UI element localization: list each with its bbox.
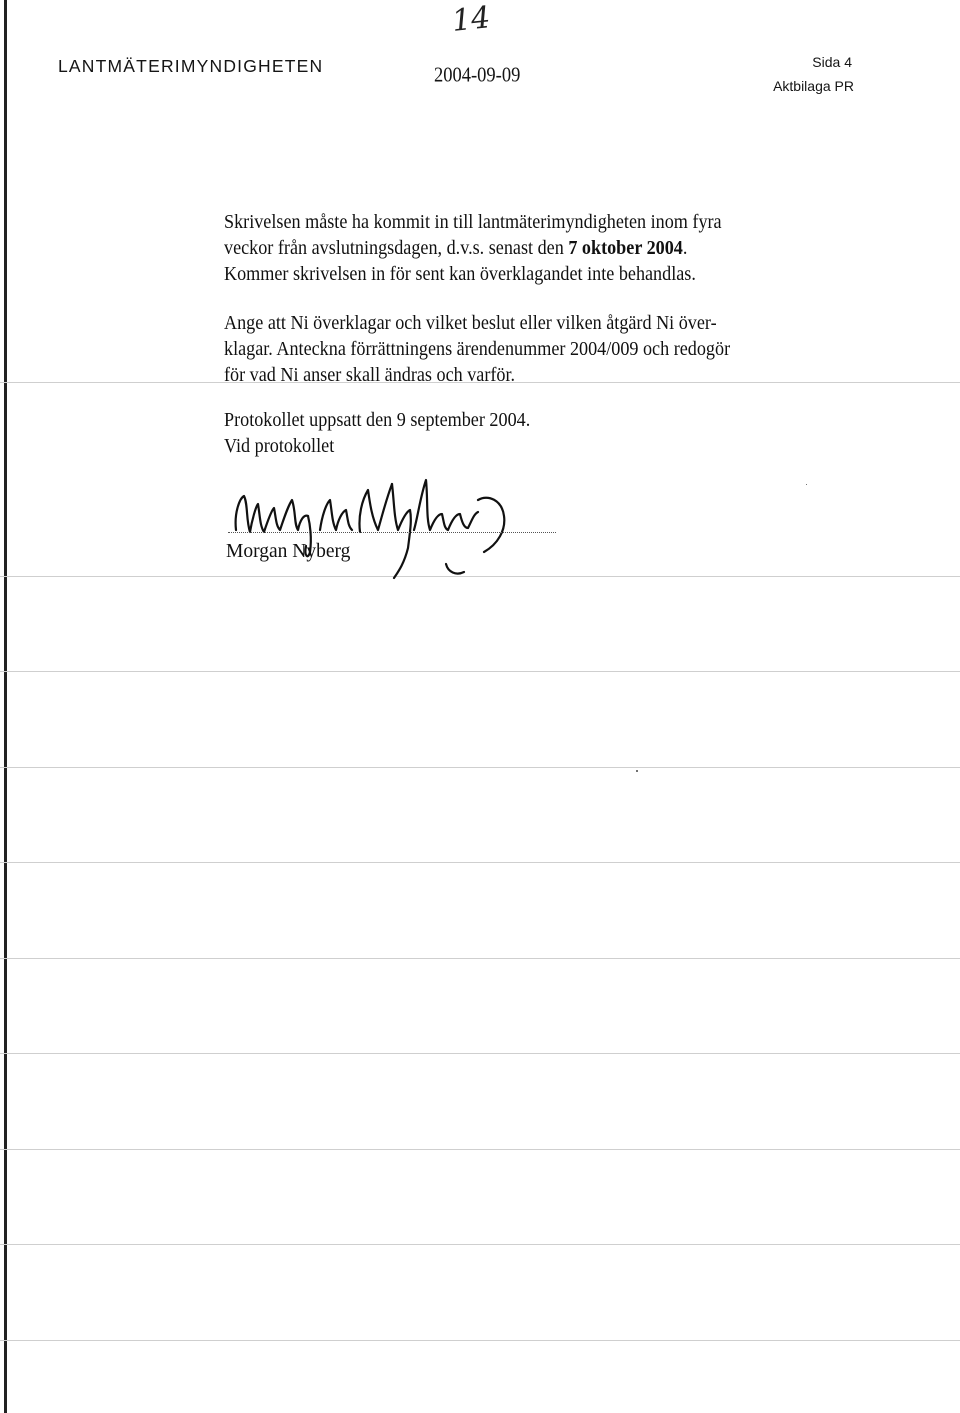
appeal-deadline-paragraph	[224, 210, 722, 288]
signature-line	[228, 532, 556, 533]
attachment-label: Aktbilaga PR	[773, 78, 854, 94]
ruled-line	[0, 958, 960, 959]
deadline-text: veckor från avslutningsdagen, d.v.s. senast den	[224, 238, 564, 259]
protocol-label: Vid protokollet	[224, 436, 335, 457]
paragraph-line: Kommer skrivelsen in för sent kan överklagandet inte behandlas.	[224, 264, 696, 285]
paragraph-line: Skrivelsen måste ha kommit in till lantmäterimyndigheten inom fyra	[224, 212, 722, 233]
handwritten-signature	[222, 460, 522, 590]
appeal-instructions-paragraph	[224, 311, 730, 389]
ruled-line	[0, 767, 960, 768]
ruled-line	[0, 1053, 960, 1054]
deadline-date: 7 oktober 2004	[568, 238, 683, 259]
ruled-line	[0, 1149, 960, 1150]
paragraph-line: Ange att Ni överklagar och vilket beslut eller vilken åtgärd Ni över-	[224, 313, 717, 334]
document-date: 2004-09-09	[434, 64, 521, 87]
authority-name: LANTMÄTERIMYNDIGHETEN	[58, 56, 324, 76]
protocol-date-line: Protokollet uppsatt den 9 september 2004.	[224, 410, 531, 431]
ruled-line	[0, 671, 960, 672]
closing-paragraph	[224, 408, 530, 460]
signer-name: Morgan Nyberg	[226, 541, 351, 562]
scan-speck	[636, 770, 638, 772]
ruled-line	[0, 862, 960, 863]
left-margin-rule	[4, 0, 7, 1413]
sentence-period: .	[682, 238, 688, 259]
paragraph-line: klagar. Anteckna förrättningens ärendenummer 2004/009 och redogör	[224, 339, 731, 360]
handwritten-page-number: 14	[450, 0, 492, 39]
paragraph-line: för vad Ni anser skall ändras och varför.	[224, 365, 516, 386]
page-number: Sida 4	[812, 54, 852, 70]
ruled-line	[0, 1244, 960, 1245]
paragraph-line	[224, 236, 722, 262]
ruled-line	[0, 1340, 960, 1341]
scan-speck	[806, 484, 807, 485]
